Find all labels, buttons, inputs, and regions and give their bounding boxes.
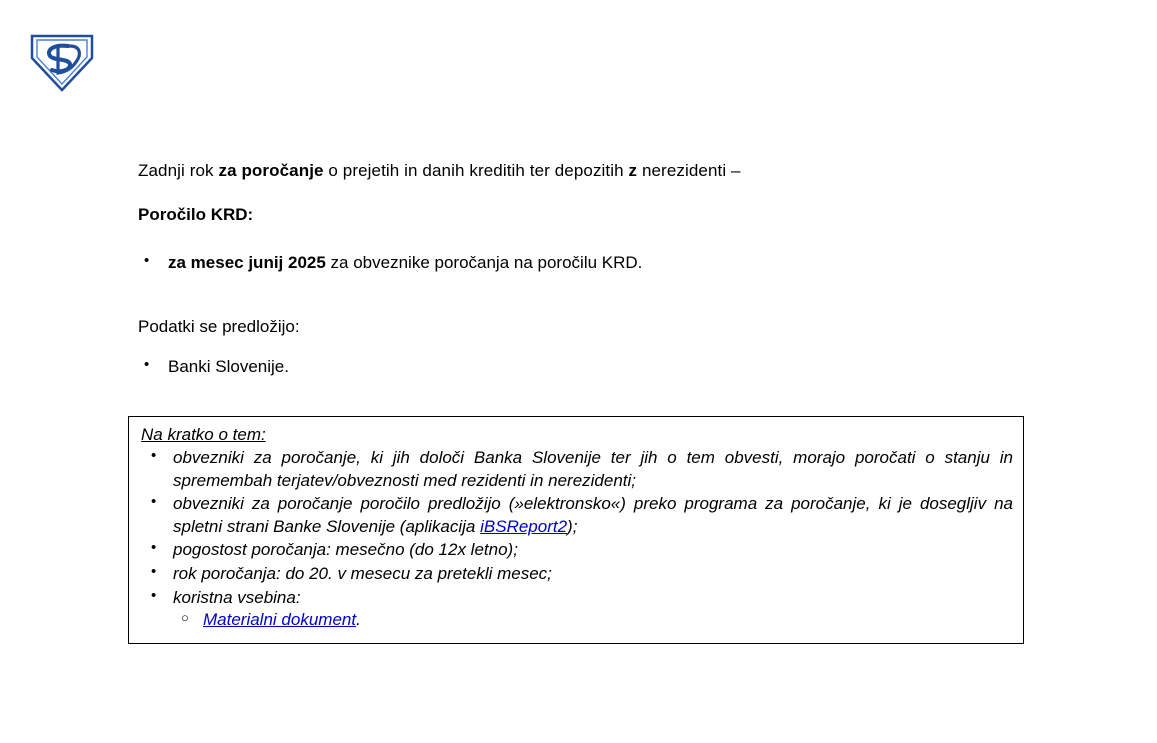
submission-lead: Podatki se predložijo: (138, 316, 300, 336)
main-paragraph-seg2: za poročanje (218, 161, 324, 180)
top-bullet-list (138, 251, 1022, 275)
list-item (138, 355, 1022, 379)
item-text-before-link: obvezniki za poročanje poročilo predložijo (»elektronsko«) preko programa za poročanje, ki je dosegljiv na spletni strani Banke Slovenije (aplikacija (173, 494, 1013, 536)
sd-logo (24, 28, 100, 94)
main-paragraph-seg4: z (628, 161, 638, 180)
item-text: pogostost poročanja: mesečno (do 12x letno); (173, 540, 518, 560)
materialni-dokument-link[interactable]: Materialni dokument (203, 610, 357, 630)
document-body (138, 160, 1022, 385)
bullet-bold-text: za mesec junij 2025 (168, 252, 326, 272)
summary-box-list (141, 447, 1013, 632)
list-item (141, 563, 1013, 586)
summary-box (128, 416, 1024, 644)
main-paragraph-seg1: Zadnji rok (138, 161, 219, 180)
list-item (141, 447, 1013, 492)
main-paragraph (138, 160, 1022, 183)
main-paragraph-seg5: nerezidenti – (637, 161, 741, 180)
list-item (173, 609, 1013, 632)
bullet-rest-text: za obveznike poročanja na poročilu KRD. (325, 252, 643, 272)
ibsreport2-link[interactable]: iBSReport2 (480, 516, 568, 536)
main-paragraph-seg3: o prejetih in danih kreditih ter depozitih (323, 161, 629, 180)
bullet-text: Banki Slovenije. (168, 356, 289, 376)
list-item (138, 251, 1022, 275)
summary-box-title: Na kratko o tem: (141, 425, 266, 444)
item-text: rok poročanja: do 20. v mesecu za pretekli mesec; (173, 564, 552, 584)
item-text-after-link: ); (567, 516, 578, 536)
report-subtitle: Poročilo KRD: (138, 204, 254, 224)
list-item (141, 587, 1013, 632)
item-text: obvezniki za poročanje, ki jih določi Banka Slovenije ter jih o tem obvesti, morajo poročati o stanju in spremembah terjatev/obveznosti med rezidenti in nerezidenti; (173, 448, 1013, 490)
item-text: koristna vsebina: (173, 587, 301, 607)
list-item (141, 539, 1013, 562)
summary-box-sublist (173, 609, 1013, 632)
sub-item-text-after: . (356, 610, 361, 630)
second-bullet-list (138, 355, 1022, 379)
list-item (141, 493, 1013, 538)
